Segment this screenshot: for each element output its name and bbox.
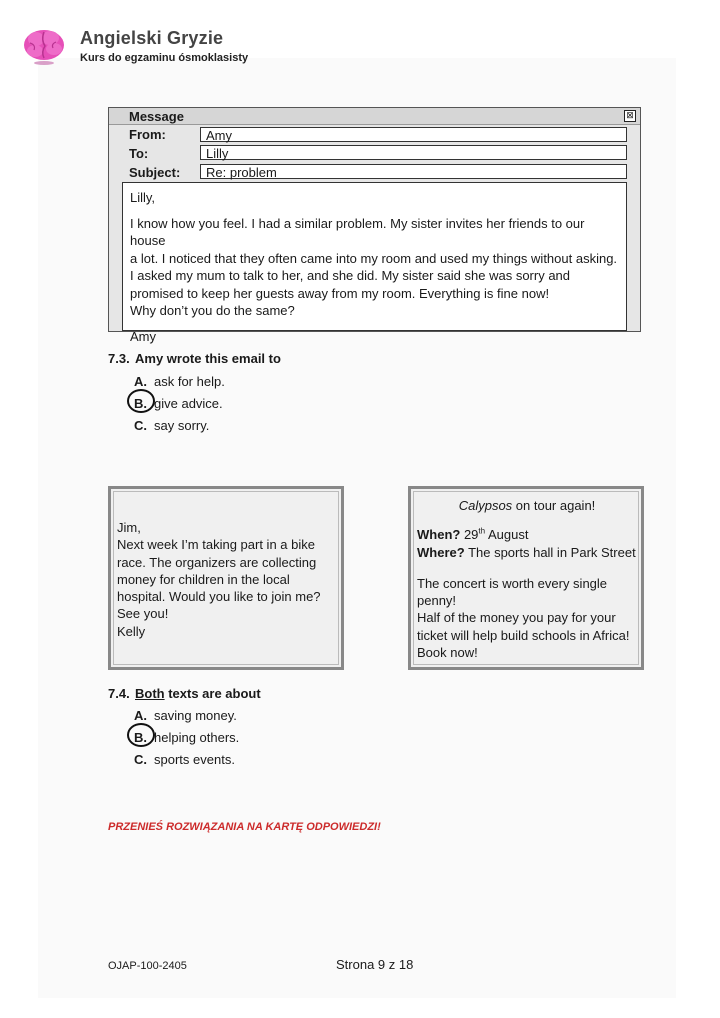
option-c[interactable] xyxy=(134,752,235,767)
note-line: money for children in the local xyxy=(117,571,290,587)
email-titlebar xyxy=(109,108,640,125)
note-line: See you! xyxy=(117,606,169,622)
note-line: penny! xyxy=(417,593,457,609)
note-line: The concert is worth every single xyxy=(417,575,608,591)
subject-field[interactable]: Re: problem xyxy=(200,164,627,179)
transfer-instruction: PRZENIEŚ ROZWIĄZANIA NA KARTĘ ODPOWIEDZI! xyxy=(108,821,381,833)
email-body-line: I asked my mum to talk to her, and she did. My sister said she was sorry and xyxy=(130,268,571,283)
email-body-line: promised to keep her guests away from my room. Everything is fine now! xyxy=(130,285,550,301)
question-7-4 xyxy=(108,686,261,701)
email-body[interactable] xyxy=(122,182,627,344)
brain-icon xyxy=(22,26,66,66)
to-label: To: xyxy=(129,146,149,161)
question-stem-underlined: Both xyxy=(135,686,165,701)
note-title: Calypsos on tour again! xyxy=(458,498,596,513)
option-a[interactable] xyxy=(134,374,225,389)
option-c[interactable] xyxy=(134,418,209,433)
email-body-line: Why don’t you do the same? xyxy=(130,303,295,318)
where-line: Where? The sports hall in Park Street xyxy=(417,544,636,560)
option-letter: B. xyxy=(134,730,147,745)
email-body-line: a lot. I noticed that they often came into my room and used my things without asking. xyxy=(130,250,618,266)
from-label: From: xyxy=(129,127,166,142)
question-number: 7.4. xyxy=(108,686,130,701)
note-calypsos xyxy=(408,486,644,670)
note-line: Next week I’m taking part in a bike xyxy=(117,537,315,553)
note-kelly xyxy=(108,486,344,670)
note-line: race. The organizers are collecting xyxy=(117,554,317,570)
to-field[interactable]: Lilly xyxy=(200,145,627,160)
brand-title: Angielski Gryzie xyxy=(80,28,224,48)
band-name: Calypsos xyxy=(458,498,513,513)
answer-circle-mark xyxy=(127,723,155,747)
answer-circle-mark xyxy=(127,389,155,413)
option-text: give advice. xyxy=(154,396,223,411)
when-line: When? 29th August xyxy=(417,526,529,543)
question-stem: Amy wrote this email to xyxy=(135,351,281,366)
email-greeting: Lilly, xyxy=(130,190,156,205)
option-a[interactable] xyxy=(134,708,237,723)
option-letter: A. xyxy=(134,374,147,389)
option-text: saving money. xyxy=(154,708,237,723)
email-window xyxy=(108,107,641,344)
page-number: Strona 9 z 18 xyxy=(336,957,414,972)
exam-code: OJAP-100-2405 xyxy=(108,960,187,972)
subject-label: Subject: xyxy=(129,165,181,180)
option-text: sports events. xyxy=(154,752,235,767)
brand-subtitle: Kurs do egzaminu ósmoklasisty xyxy=(80,52,249,64)
note-line: Jim, xyxy=(117,520,141,535)
option-letter: C. xyxy=(134,752,147,767)
question-stem: texts are about xyxy=(164,686,261,701)
option-letter: B. xyxy=(134,396,147,411)
question-number: 7.3. xyxy=(108,351,130,366)
option-letter: A. xyxy=(134,708,147,723)
email-signature: Amy xyxy=(130,328,156,344)
note-line: Book now! xyxy=(417,645,478,661)
close-icon[interactable]: ⊠ xyxy=(624,110,636,122)
option-letter: C. xyxy=(134,418,147,433)
from-field[interactable]: Amy xyxy=(200,127,627,142)
note-line: hospital. Would you like to join me? xyxy=(117,589,321,605)
note-line: Kelly xyxy=(117,623,146,639)
option-text: say sorry. xyxy=(154,418,210,433)
email-body-line: I know how you feel. I had a similar problem. My sister invites her friends to our house xyxy=(130,215,585,248)
note-line: ticket will help build schools in Africa! xyxy=(417,627,630,643)
option-text: ask for help. xyxy=(154,374,225,389)
note-line: Half of the money you pay for your xyxy=(417,610,616,626)
option-text: helping others. xyxy=(154,730,240,745)
email-window-title: Message xyxy=(129,109,184,124)
question-7-3 xyxy=(108,351,281,366)
